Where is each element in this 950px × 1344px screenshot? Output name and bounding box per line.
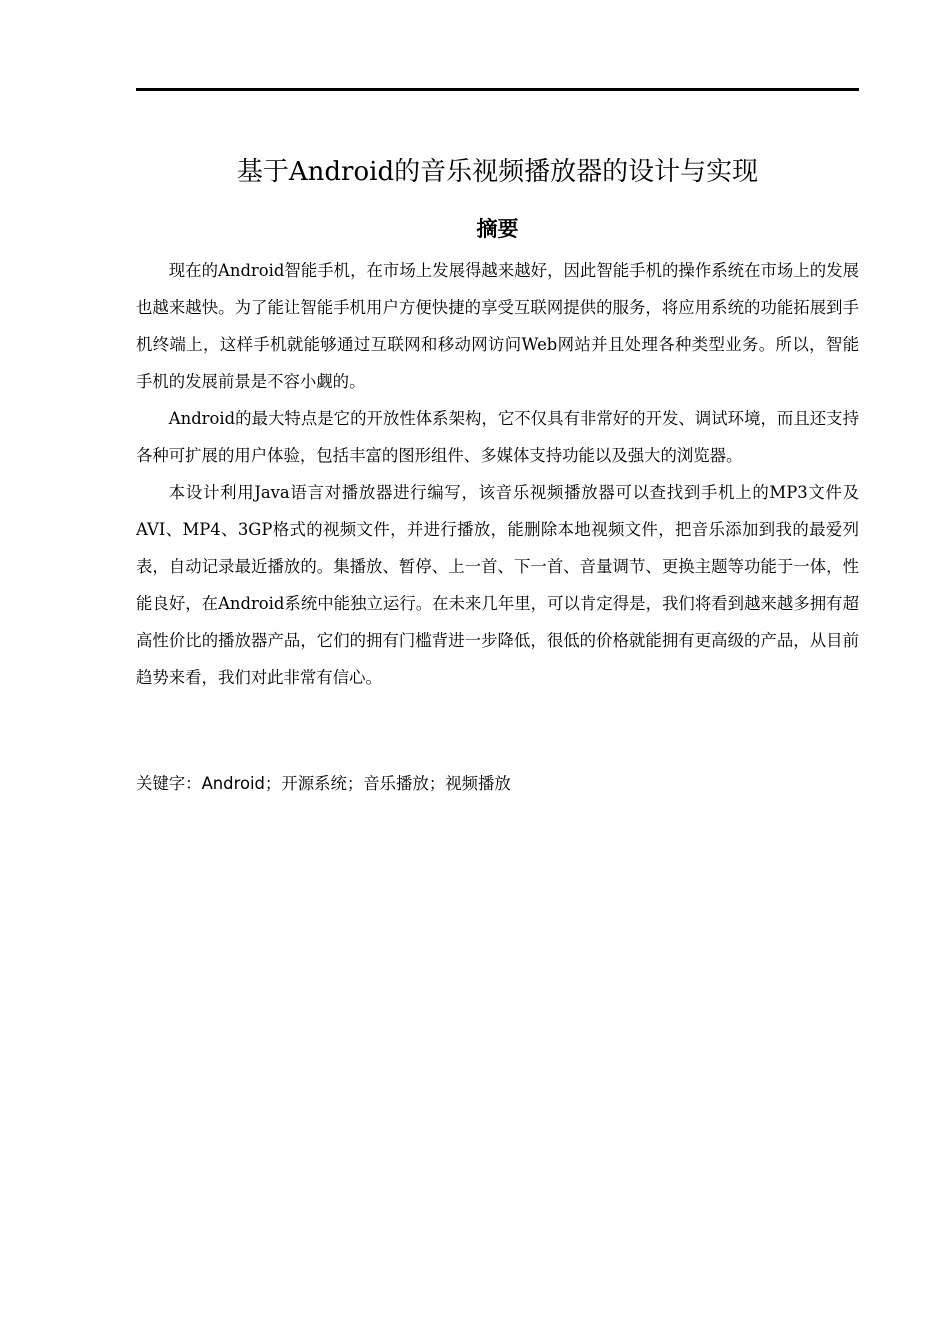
keywords-line [136,765,859,802]
abstract-heading: 摘要 [476,217,519,241]
abstract-paragraph-3: 本设计利用Java语言对播放器进行编写，该音乐视频播放器可以查找到手机上的MP3文件及AVI、MP4、3GP格式的视频文件，并进行播放，能删除本地视频文件，把音乐添加到我的最爱列表，自动记录最近播放的。集播放、暂停、上一首、下一首、音量调节、更换主题等功能于一体，性能良好，在Android系统中能独立运行。在未来几年里，可以肯定得是，我们将看到越来越多拥有超高性价比的播放器产品，它们的拥有门槛背进一步降低，很低的价格就能拥有更高级的产品，从目前趋势来看，我们对此非常有信心。 [136,483,859,687]
keywords-label: 关键字： [136,774,202,793]
keywords-values: Android；开源系统；音乐播放；视频播放 [201,774,511,793]
abstract-paragraph-2: Android的最大特点是它的开放性体系架构，它不仅具有非常好的开发、调试环境，而且还支持各种可扩展的用户体验，包括丰富的图形组件、多媒体支持功能以及强大的浏览器。 [136,409,859,465]
header-rule [136,88,859,91]
abstract-paragraph-1: 现在的Android智能手机，在市场上发展得越来越好，因此智能手机的操作系统在市场上的发展也越来越快。为了能让智能手机用户方便快捷的享受互联网提供的服务，将应用系统的功能拓展到手机终端上，这样手机就能够通过互联网和移动网访问Web网站并且处理各种类型业务。所以，智能手机的发展前景是不容小觑的。 [136,261,859,391]
abstract-body [136,252,859,696]
document-title: 基于Android的音乐视频播放器的设计与实现 [236,157,759,187]
